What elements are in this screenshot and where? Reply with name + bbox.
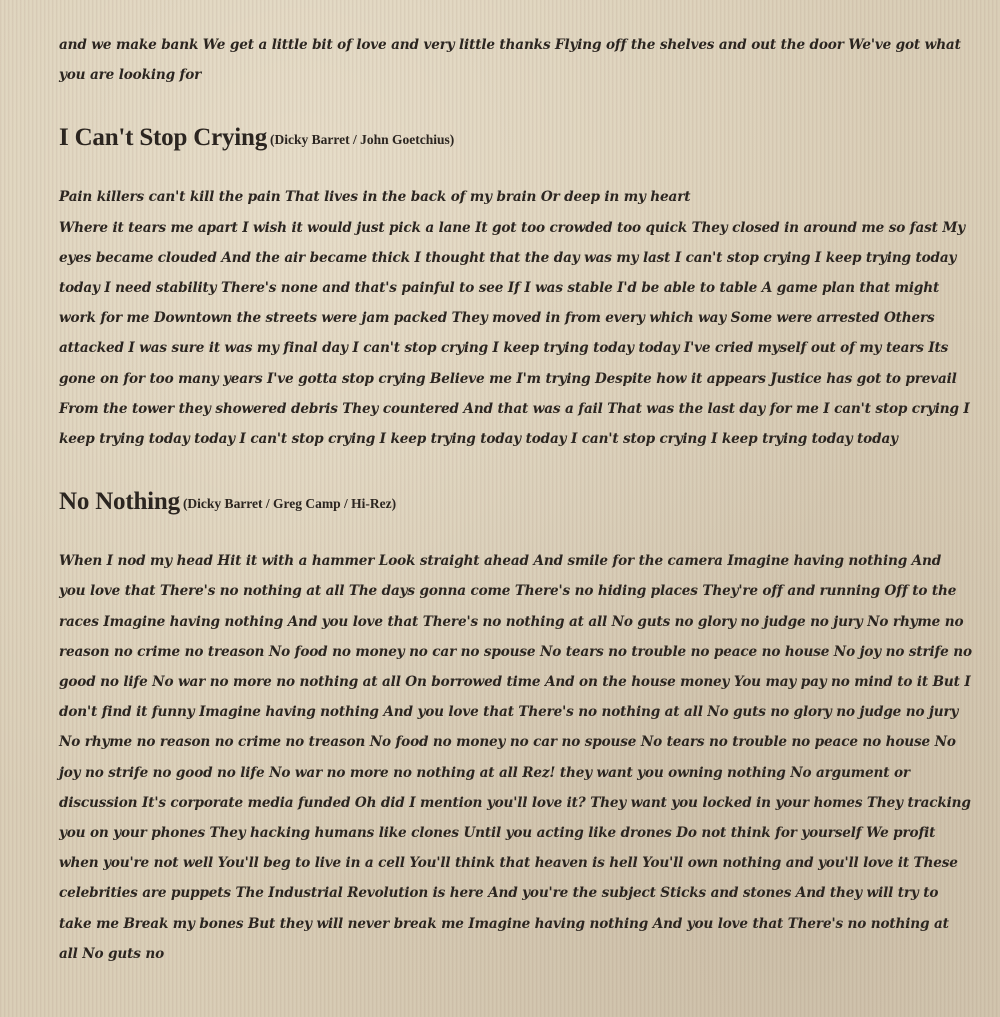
lyrics-first-line: Pain killers can't kill the pain That lives in the back of my brain Or deep in my heart: [59, 189, 691, 206]
song-lyrics: [59, 546, 972, 969]
song-no-nothing: [59, 472, 972, 969]
song-lyrics: [59, 182, 972, 454]
lyrics-paragraph: When I nod my head Hit it with a hammer Look straight ahead And smile for the camera Imagine having nothing And you love that There's no nothing at all The days gonna come There's no hiding places They're off and running Off to the races Imagine having nothing And you love that There's no nothing at all No guts no glory no judge no jury No rhyme no reason no crime no treason No food no money no car no spouse No tears no trouble no peace no house No joy no strife no good no life No war no more no nothing at all On borrowed time And on the house money You may pay no mind to it But I don't find it funny Imagine having nothing And you love that There's no nothing at all No guts no glory no judge no jury No rhyme no reason no crime no treason No food no money no car no spouse No tears no trouble no peace no house No joy no strife no good no life No war no more no nothing at all Rez! they want you owning nothing No argument or discussion It's corporate media funded Oh did I mention you'll love it? They want you locked in your homes They tracking you on your phones They hacking humans like clones Until you acting like drones Do not think for yourself We profit when you're not well You'll beg to live in a cell You'll think that heaven is hell You'll own nothing and you'll love it These celebrities are puppets The Industrial Revolution is here And you're the subject Sticks and stones And they will try to take me Break my bones But they will never break me Imagine having nothing And you love that There's no nothing at all No guts no: [59, 553, 972, 962]
song-heading: [59, 108, 972, 168]
song-title: I Can't Stop Crying: [59, 124, 268, 152]
song-credits: (Dicky Barret / John Goetchius): [270, 132, 455, 148]
song-i-cant-stop-crying: [59, 108, 972, 454]
song-heading: [59, 472, 972, 532]
intro-lyrics: and we make bank We get a little bit of love and very little thanks Flying off the shelves and out the door We've got what you are looking for: [59, 37, 961, 84]
song-title: No Nothing: [59, 488, 180, 516]
lyrics-paragraph: Where it tears me apart I wish it would just pick a lane It got too crowded too quick They closed in around me so fast My eyes became clouded And the air became thick I thought that the day was my last I can't stop crying I keep trying today today I need stability There's none and that's painful to see If I was stable I'd be able to table A game plan that might work for me Downtown the streets were jam packed They moved in from every which way Some were arrested Others attacked I was sure it was my final day I can't stop crying I keep trying today today I've cried myself out of my tears Its gone on for too many years I've gotta stop crying Believe me I'm trying Despite how it appears Justice has got to prevail From the tower they showered debris They countered And that was a fail That was the last day for me I can't stop crying I keep trying today today I can't stop crying I keep trying today today I can't stop crying I keep trying today today: [59, 219, 970, 448]
song-credits: (Dicky Barret / Greg Camp / Hi-Rez): [182, 496, 397, 512]
